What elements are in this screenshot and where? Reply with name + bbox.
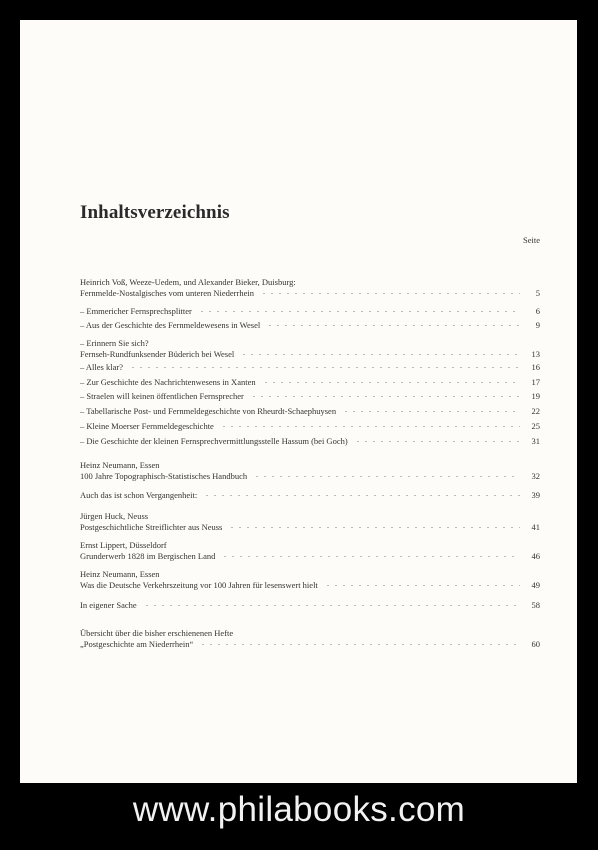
toc-entry-line: [80, 349, 540, 360]
toc-page-number: 32: [531, 471, 540, 481]
toc-page-number: 9: [535, 320, 540, 330]
dot-leader: [342, 411, 520, 412]
toc-entry: [80, 338, 540, 360]
toc-page-number: 49: [531, 580, 540, 590]
toc-entry-title: – Kleine Moerser Fernmeldegeschichte: [80, 421, 214, 431]
toc-entry-title: 100 Jahre Topographisch-Statistisches Handbuch: [80, 471, 248, 481]
dot-leader: [220, 426, 520, 427]
toc-page-number: 13: [531, 349, 540, 359]
toc-entry-line: [80, 580, 540, 591]
toc-entry-title: In eigener Sache: [80, 600, 137, 610]
toc-entry-line: [80, 362, 540, 373]
toc-entry: [80, 569, 540, 591]
toc-entry: [80, 628, 540, 650]
toc-entry-title: Fernseh-Rundfunksender Büderich bei Wesel: [80, 349, 235, 359]
toc-entry: [80, 406, 540, 417]
toc-entry: [80, 377, 540, 388]
toc-entry-author: Heinrich Voß, Weeze-Uedem, und Alexander Bieker, Duisburg:: [80, 277, 296, 287]
toc-entry-author: – Erinnern Sie sich?: [80, 338, 149, 348]
toc-page-number: 22: [531, 406, 540, 416]
toc-entry: [80, 391, 540, 402]
toc-entry-author: Ernst Lippert, Düsseldorf: [80, 540, 167, 550]
dot-leader: [203, 495, 520, 496]
toc-page-number: 6: [535, 306, 540, 316]
toc-entry: [80, 421, 540, 432]
toc-entry: [80, 511, 540, 533]
toc-page-number: 17: [531, 377, 540, 387]
toc-entry: [80, 490, 540, 501]
toc-entry-title: – Straelen will keinen öffentlichen Fernsprecher: [80, 391, 244, 401]
toc-entry-title: Auch das ist schon Vergangenheit:: [80, 490, 198, 500]
toc-entry-line: [80, 551, 540, 562]
dot-leader: [129, 367, 520, 368]
toc-entry-line: [80, 338, 540, 349]
toc-entry-line: [80, 377, 540, 388]
toc-entry-line: [80, 277, 540, 288]
toc-entry-title: – Alles klar?: [80, 362, 123, 372]
dot-leader: [260, 293, 520, 294]
toc-entry-line: [80, 540, 540, 551]
toc-entry-line: [80, 600, 540, 611]
document-page: [20, 20, 577, 783]
dot-leader: [199, 644, 520, 645]
dot-leader: [221, 556, 520, 557]
toc-page-number: 5: [535, 288, 540, 298]
toc-entry: [80, 277, 540, 299]
toc-entry-title: – Emmericher Fernsprechsplitter: [80, 306, 192, 316]
toc-entry-line: [80, 628, 540, 639]
dot-leader: [250, 396, 520, 397]
dot-leader: [240, 354, 520, 355]
toc-entry-line: [80, 421, 540, 432]
toc-entry-line: [80, 490, 540, 501]
dot-leader: [266, 325, 520, 326]
toc-entry-author: Jürgen Huck, Neuss: [80, 511, 149, 521]
toc-entry-title: – Aus der Geschichte des Fernmeldewesens in Wesel: [80, 320, 261, 330]
toc-entry-line: [80, 460, 540, 471]
toc-entry: [80, 306, 540, 317]
toc-entry-line: [80, 511, 540, 522]
toc-page-number: 58: [531, 600, 540, 610]
dot-leader: [253, 476, 520, 477]
toc-entry-title: „Postgeschichte am Niederrhein“: [80, 639, 194, 649]
toc-page-number: 41: [531, 522, 540, 532]
toc-entry-title: Fernmelde-Nostalgisches vom unteren Niederrhein: [80, 288, 254, 298]
toc-entry-title: Postgeschichtliche Streiflichter aus Neuss: [80, 522, 223, 532]
toc-entry-line: [80, 320, 540, 331]
dot-leader: [228, 527, 520, 528]
toc-entry-title: Was die Deutsche Verkehrszeitung vor 100 Jahren für lesenswert hielt: [80, 580, 318, 590]
toc-entry-line: [80, 406, 540, 417]
dot-leader: [198, 311, 520, 312]
page-title: Inhaltsverzeichnis: [80, 202, 230, 223]
dot-leader: [324, 585, 520, 586]
dot-leader: [262, 382, 520, 383]
toc-page-number: 60: [531, 639, 540, 649]
toc-entry-line: [80, 471, 540, 482]
toc-entry: [80, 320, 540, 331]
toc-entry-title: Grunderwerb 1828 im Bergischen Land: [80, 551, 216, 561]
toc-entry-author: Heinz Neumann, Essen: [80, 569, 160, 579]
toc-entry-line: [80, 288, 540, 299]
toc-entry-title: – Tabellarische Post- und Fernmeldegeschichte von Rheurdt-Schaephuysen: [80, 406, 337, 416]
toc-page-number: 39: [531, 490, 540, 500]
toc-entry-author: Heinz Neumann, Essen: [80, 460, 160, 470]
toc-entry-line: [80, 391, 540, 402]
dot-leader: [354, 441, 520, 442]
toc-entry: [80, 362, 540, 373]
toc-page-number: 31: [531, 436, 540, 446]
toc-entry-line: [80, 569, 540, 580]
toc-entry-line: [80, 436, 540, 447]
toc-page-number: 25: [531, 421, 540, 431]
toc-entry-title: – Zur Geschichte des Nachrichtenwesens in Xanten: [80, 377, 256, 387]
toc-entry-author: Übersicht über die bisher erschienenen Hefte: [80, 628, 234, 638]
dot-leader: [143, 605, 520, 606]
toc-entry: [80, 436, 540, 447]
page-column-label: Seite: [523, 235, 540, 245]
toc-entry-line: [80, 306, 540, 317]
toc-entry: [80, 540, 540, 562]
toc-page-number: 46: [531, 551, 540, 561]
watermark-text: www.philabooks.com: [132, 790, 466, 829]
toc-entry: [80, 600, 540, 611]
toc-entry-line: [80, 522, 540, 533]
toc-entry-line: [80, 639, 540, 650]
toc-entry-title: – Die Geschichte der kleinen Fernsprechvermittlungsstelle Hassum (bei Goch): [80, 436, 348, 446]
toc-page-number: 16: [531, 362, 540, 372]
toc-entry: [80, 460, 540, 482]
toc-page-number: 19: [531, 391, 540, 401]
